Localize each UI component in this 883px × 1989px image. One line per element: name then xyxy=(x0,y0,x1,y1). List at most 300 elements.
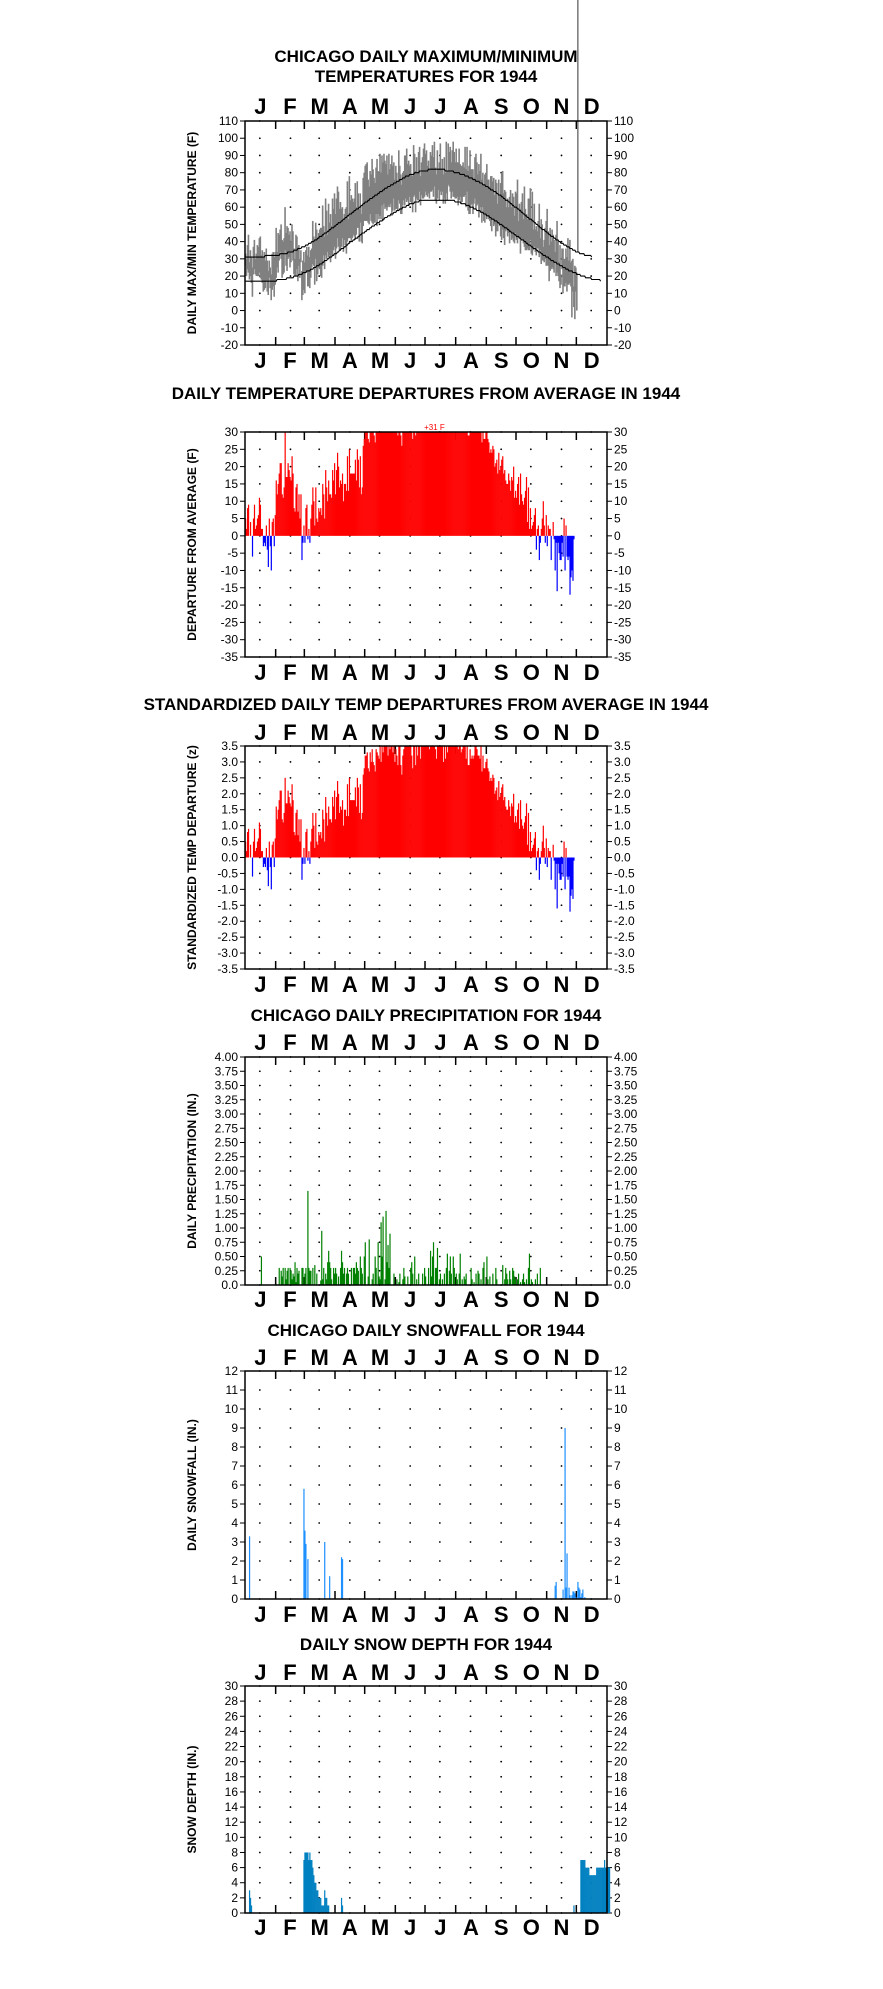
month-label-bottom: S xyxy=(493,1287,509,1312)
y-tick-label-left: -1.0 xyxy=(217,882,238,897)
bar xyxy=(412,1274,413,1285)
grid-dot xyxy=(259,809,261,811)
month-label-top: F xyxy=(283,1030,297,1055)
grid-dot xyxy=(259,936,261,938)
month-label-top: D xyxy=(583,1030,600,1055)
grid-dot xyxy=(379,1465,381,1467)
month-label-bottom: D xyxy=(583,1287,600,1312)
grid-dot xyxy=(561,1731,563,1733)
month-label-top: O xyxy=(522,1660,540,1685)
grid-dot xyxy=(318,777,320,779)
bar xyxy=(515,1279,516,1285)
grid-dot xyxy=(530,1427,532,1429)
grid-dot xyxy=(259,1389,261,1391)
grid-dot xyxy=(290,761,292,763)
grid-dot xyxy=(500,587,502,589)
bar xyxy=(573,536,574,539)
grid-dot xyxy=(259,448,261,450)
y-tick-label-left: 3.0 xyxy=(221,754,238,769)
y-tick-label-left: 80 xyxy=(224,165,238,180)
chart-snowdepth xyxy=(185,1635,628,1940)
y-tick-label-left: 30 xyxy=(224,425,238,439)
grid-dot xyxy=(318,1256,320,1258)
grid-dot xyxy=(439,1199,441,1201)
grid-dot xyxy=(500,904,502,906)
y-tick-label-right: 40 xyxy=(614,234,628,249)
y-tick-label-right: 10 xyxy=(614,1402,628,1416)
month-label-bottom: S xyxy=(493,972,509,997)
grid-dot xyxy=(290,1127,292,1129)
y-tick-label-right: -0.5 xyxy=(614,866,635,881)
y-tick-label-right: 4.00 xyxy=(614,1050,638,1064)
grid-dot xyxy=(349,1791,351,1793)
y-tick-label-left: 26 xyxy=(224,1709,238,1724)
grid-dot xyxy=(290,1070,292,1072)
grid-dot xyxy=(500,1484,502,1486)
grid-dot xyxy=(379,936,381,938)
grid-dot xyxy=(290,1256,292,1258)
grid-dot xyxy=(590,1213,592,1215)
grid-dot xyxy=(561,1127,563,1129)
grid-dot xyxy=(318,1241,320,1243)
grid-dot xyxy=(590,570,592,572)
grid-dot xyxy=(530,137,532,139)
grid-dot xyxy=(500,761,502,763)
grid-dot xyxy=(349,1522,351,1524)
grid-dot xyxy=(409,1746,411,1748)
grid-dot xyxy=(318,1408,320,1410)
bar xyxy=(404,1276,405,1285)
y-tick-label-right: 1.75 xyxy=(614,1178,638,1193)
month-label-bottom: M xyxy=(310,972,329,997)
grid-dot xyxy=(379,1099,381,1101)
y-tick-label-right: 5 xyxy=(614,511,621,526)
grid-dot xyxy=(530,1579,532,1581)
bar xyxy=(268,858,269,887)
y-tick-label-left: 10 xyxy=(224,286,238,301)
grid-dot xyxy=(500,1522,502,1524)
grid-dot xyxy=(500,1560,502,1562)
bar xyxy=(562,858,563,877)
y-tick-label-right: 2.75 xyxy=(614,1121,638,1136)
y-tick-label-left: 0.0 xyxy=(221,1278,238,1292)
grid-dot xyxy=(409,936,411,938)
grid-dot xyxy=(470,952,472,954)
grid-dot xyxy=(349,1446,351,1448)
grid-dot xyxy=(318,1821,320,1823)
y-tick-label-right: 28 xyxy=(614,1694,628,1709)
month-label-bottom: N xyxy=(553,1287,570,1312)
grid-dot xyxy=(561,206,563,208)
grid-dot xyxy=(349,920,351,922)
grid-dot xyxy=(500,936,502,938)
grid-dot xyxy=(590,223,592,225)
grid-dot xyxy=(470,873,472,875)
grid-dot xyxy=(259,1776,261,1778)
grid-dot xyxy=(290,172,292,174)
grid-dot xyxy=(318,466,320,468)
grid-dot xyxy=(379,1446,381,1448)
y-tick-label-left: 5 xyxy=(231,511,238,526)
bar xyxy=(288,1268,289,1285)
grid-dot xyxy=(409,1127,411,1129)
grid-dot xyxy=(349,172,351,174)
grid-dot xyxy=(318,1113,320,1115)
grid-dot xyxy=(500,1579,502,1581)
grid-dot xyxy=(500,1791,502,1793)
grid-dot xyxy=(409,1256,411,1258)
grid-dot xyxy=(561,621,563,623)
grid-dot xyxy=(590,1099,592,1101)
bar xyxy=(535,832,536,857)
y-tick-label-left: 14 xyxy=(224,1800,238,1815)
y-tick-label-right: 0.50 xyxy=(614,1249,638,1264)
month-label-bottom: J xyxy=(434,972,447,997)
grid-dot xyxy=(439,1270,441,1272)
grid-dot xyxy=(409,1227,411,1229)
grid-dot xyxy=(561,639,563,641)
grid-dot xyxy=(590,857,592,859)
month-label-top: J xyxy=(404,1345,417,1370)
grid-dot xyxy=(290,1715,292,1717)
grid-dot xyxy=(561,223,563,225)
grid-dot xyxy=(290,206,292,208)
grid-dot xyxy=(349,1184,351,1186)
grid-dot xyxy=(259,1484,261,1486)
month-label-bottom: J xyxy=(404,660,417,685)
bar xyxy=(300,819,301,857)
grid-dot xyxy=(409,1213,411,1215)
y-tick-label-left: -0.5 xyxy=(217,866,238,881)
bar xyxy=(309,858,310,864)
month-label-top: F xyxy=(283,94,297,119)
grid-dot xyxy=(500,621,502,623)
grid-dot xyxy=(409,1821,411,1823)
grid-dot xyxy=(561,904,563,906)
grid-dot xyxy=(470,936,472,938)
bar xyxy=(416,1279,417,1285)
bar xyxy=(564,1428,565,1599)
y-tick-label-left: 0 xyxy=(231,528,238,543)
grid-dot xyxy=(590,500,592,502)
grid-dot xyxy=(590,137,592,139)
grid-dot xyxy=(590,1427,592,1429)
y-tick-label-right: 22 xyxy=(614,1739,628,1754)
bar xyxy=(457,1279,458,1285)
grid-dot xyxy=(439,1227,441,1229)
grid-dot xyxy=(290,1776,292,1778)
bar xyxy=(250,845,251,858)
grid-dot xyxy=(290,310,292,312)
grid-dot xyxy=(349,155,351,157)
grid-dot xyxy=(290,275,292,277)
bar xyxy=(323,1268,324,1285)
grid-dot xyxy=(561,327,563,329)
grid-dot xyxy=(590,327,592,329)
grid-dot xyxy=(590,1776,592,1778)
grid-dot xyxy=(259,1882,261,1884)
grid-dot xyxy=(500,1256,502,1258)
y-tick-label-right: 25 xyxy=(614,442,628,457)
y-tick-label-right: 6 xyxy=(614,1860,621,1875)
bar xyxy=(271,536,272,571)
month-label-bottom: S xyxy=(493,660,509,685)
grid-dot xyxy=(318,223,320,225)
y-tick-label-left: -1.5 xyxy=(217,898,238,913)
grid-dot xyxy=(439,1852,441,1854)
grid-dot xyxy=(530,1776,532,1778)
grid-dot xyxy=(590,761,592,763)
grid-dot xyxy=(561,793,563,795)
bar xyxy=(273,519,274,536)
grid-dot xyxy=(409,1715,411,1717)
y-tick-label-left: 1.25 xyxy=(214,1206,238,1221)
grid-dot xyxy=(561,1746,563,1748)
grid-dot xyxy=(500,1852,502,1854)
grid-dot xyxy=(590,172,592,174)
y-tick-label-right: 9 xyxy=(614,1421,621,1435)
y-tick-label-left: 2 xyxy=(231,1554,238,1568)
bar xyxy=(309,536,310,543)
grid-dot xyxy=(561,1156,563,1158)
bar xyxy=(551,858,552,880)
grid-dot xyxy=(439,1503,441,1505)
grid-dot xyxy=(409,1446,411,1448)
month-label-bottom: J xyxy=(434,660,447,685)
grid-dot xyxy=(439,258,441,260)
month-label-bottom: A xyxy=(463,1915,479,1940)
grid-dot xyxy=(561,1227,563,1229)
grid-dot xyxy=(439,952,441,954)
grid-dot xyxy=(259,793,261,795)
grid-dot xyxy=(530,1227,532,1229)
grid-dot xyxy=(470,1776,472,1778)
y-tick-label-right: -20 xyxy=(614,598,632,613)
grid-dot xyxy=(530,466,532,468)
grid-dot xyxy=(290,1156,292,1158)
grid-dot xyxy=(349,1408,351,1410)
y-tick-label-left: -2.5 xyxy=(217,930,238,945)
grid-dot xyxy=(470,1821,472,1823)
bar xyxy=(566,1553,567,1599)
grid-dot xyxy=(259,327,261,329)
grid-dot xyxy=(470,1715,472,1717)
grid-dot xyxy=(318,137,320,139)
grid-dot xyxy=(530,448,532,450)
grid-dot xyxy=(500,1142,502,1144)
y-tick-label-left: -10 xyxy=(220,563,238,578)
grid-dot xyxy=(500,873,502,875)
grid-dot xyxy=(500,1427,502,1429)
grid-dot xyxy=(290,1389,292,1391)
y-tick-label-left: 0.75 xyxy=(214,1235,238,1250)
grid-dot xyxy=(590,1446,592,1448)
month-label-top: D xyxy=(583,720,600,745)
grid-dot xyxy=(500,155,502,157)
month-label-bottom: M xyxy=(310,1602,329,1627)
chart-title: CHICAGO DAILY SNOWFALL FOR 1944 xyxy=(267,1321,585,1340)
bar xyxy=(369,1239,370,1285)
y-tick-label-right: -1.0 xyxy=(614,882,635,897)
grid-dot xyxy=(259,1897,261,1899)
chart-precip xyxy=(185,1006,638,1312)
grid-dot xyxy=(561,1806,563,1808)
grid-dot xyxy=(530,1156,532,1158)
grid-dot xyxy=(259,1522,261,1524)
bar xyxy=(307,858,308,861)
bar xyxy=(348,1274,349,1285)
grid-dot xyxy=(409,1806,411,1808)
bar xyxy=(312,1268,313,1285)
grid-dot xyxy=(439,1113,441,1115)
month-label-top: M xyxy=(370,720,390,745)
grid-dot xyxy=(530,604,532,606)
grid-dot xyxy=(470,1560,472,1562)
grid-dot xyxy=(590,1522,592,1524)
grid-dot xyxy=(590,258,592,260)
bar xyxy=(271,858,272,890)
month-label-bottom: A xyxy=(341,1602,358,1627)
grid-dot xyxy=(349,1127,351,1129)
y-tick-label-right: 0 xyxy=(614,1906,621,1920)
grid-dot xyxy=(470,888,472,890)
month-label-top: D xyxy=(583,1345,600,1370)
grid-dot xyxy=(470,1852,472,1854)
grid-dot xyxy=(259,920,261,922)
chart-title: STANDARDIZED DAILY TEMP DEPARTURES FROM AVERAGE IN 1944 xyxy=(143,695,709,714)
grid-dot xyxy=(500,292,502,294)
grid-dot xyxy=(290,552,292,554)
grid-dot xyxy=(318,570,320,572)
month-label-bottom: J xyxy=(254,348,267,373)
grid-dot xyxy=(470,1170,472,1172)
bar xyxy=(273,842,274,858)
grid-dot xyxy=(379,1715,381,1717)
grid-dot xyxy=(561,1897,563,1899)
y-tick-label-right: 5 xyxy=(614,1497,621,1511)
y-tick-label-right: 3.25 xyxy=(614,1092,638,1107)
grid-dot xyxy=(290,1213,292,1215)
grid-dot xyxy=(349,873,351,875)
y-tick-label-right: -25 xyxy=(614,615,632,630)
month-label-bottom: M xyxy=(370,348,390,373)
grid-dot xyxy=(470,587,472,589)
grid-dot xyxy=(590,952,592,954)
grid-dot xyxy=(470,1731,472,1733)
y-tick-label-right: 0 xyxy=(614,528,621,543)
grid-dot xyxy=(349,604,351,606)
bar xyxy=(462,1279,463,1285)
grid-dot xyxy=(439,1746,441,1748)
grid-dot xyxy=(318,904,320,906)
grid-dot xyxy=(259,1427,261,1429)
bar xyxy=(393,1274,394,1285)
grid-dot xyxy=(318,155,320,157)
month-label-bottom: M xyxy=(310,1915,329,1940)
grid-dot xyxy=(259,639,261,641)
grid-dot xyxy=(349,327,351,329)
y-tick-label-right: 2.25 xyxy=(614,1149,638,1164)
month-label-bottom: A xyxy=(341,660,358,685)
bar xyxy=(358,1271,359,1285)
grid-dot xyxy=(500,1836,502,1838)
bar xyxy=(362,1274,363,1285)
grid-dot xyxy=(318,1882,320,1884)
grid-dot xyxy=(439,570,441,572)
y-tick-label-right: 1.50 xyxy=(614,1192,638,1207)
grid-dot xyxy=(290,1806,292,1808)
grid-dot xyxy=(439,1156,441,1158)
month-label-top: O xyxy=(522,1030,540,1055)
y-tick-label-left: -20 xyxy=(220,338,238,352)
y-tick-label-right: -3.0 xyxy=(614,946,635,961)
grid-dot xyxy=(530,1099,532,1101)
y-tick-label-left: 110 xyxy=(218,114,238,128)
grid-dot xyxy=(530,1852,532,1854)
grid-dot xyxy=(470,1256,472,1258)
grid-dot xyxy=(379,1821,381,1823)
grid-dot xyxy=(470,552,472,554)
grid-dot xyxy=(318,873,320,875)
grid-dot xyxy=(409,604,411,606)
bar xyxy=(418,1274,419,1285)
grid-dot xyxy=(409,1427,411,1429)
grid-dot xyxy=(500,1070,502,1072)
grid-dot xyxy=(500,1700,502,1702)
month-label-top: J xyxy=(254,1345,267,1370)
grid-dot xyxy=(349,1256,351,1258)
grid-dot xyxy=(470,292,472,294)
grid-dot xyxy=(590,448,592,450)
grid-dot xyxy=(500,1731,502,1733)
grid-dot xyxy=(290,1241,292,1243)
y-tick-label-left: 100 xyxy=(217,131,238,146)
month-label-top: A xyxy=(341,1345,358,1370)
grid-dot xyxy=(590,292,592,294)
grid-dot xyxy=(439,1700,441,1702)
grid-dot xyxy=(349,1852,351,1854)
grid-dot xyxy=(500,1184,502,1186)
grid-dot xyxy=(409,1882,411,1884)
grid-dot xyxy=(500,1446,502,1448)
grid-dot xyxy=(290,1085,292,1087)
bar xyxy=(389,1234,390,1285)
grid-dot xyxy=(590,1541,592,1543)
grid-dot xyxy=(349,587,351,589)
grid-dot xyxy=(590,518,592,520)
grid-dot xyxy=(290,1746,292,1748)
grid-dot xyxy=(590,206,592,208)
grid-dot xyxy=(439,1791,441,1793)
y-tick-label-right: -1.5 xyxy=(614,898,635,913)
grid-dot xyxy=(349,1227,351,1229)
grid-dot xyxy=(379,952,381,954)
month-label-top: O xyxy=(522,94,540,119)
grid-dot xyxy=(500,1270,502,1272)
grid-dot xyxy=(409,1836,411,1838)
grid-dot xyxy=(318,604,320,606)
grid-dot xyxy=(290,793,292,795)
grid-dot xyxy=(409,1465,411,1467)
month-label-top: J xyxy=(404,720,417,745)
grid-dot xyxy=(318,1465,320,1467)
month-label-top: A xyxy=(463,1030,479,1055)
grid-dot xyxy=(470,1465,472,1467)
grid-dot xyxy=(259,873,261,875)
grid-dot xyxy=(409,888,411,890)
grid-dot xyxy=(561,1256,563,1258)
grid-dot xyxy=(439,1213,441,1215)
